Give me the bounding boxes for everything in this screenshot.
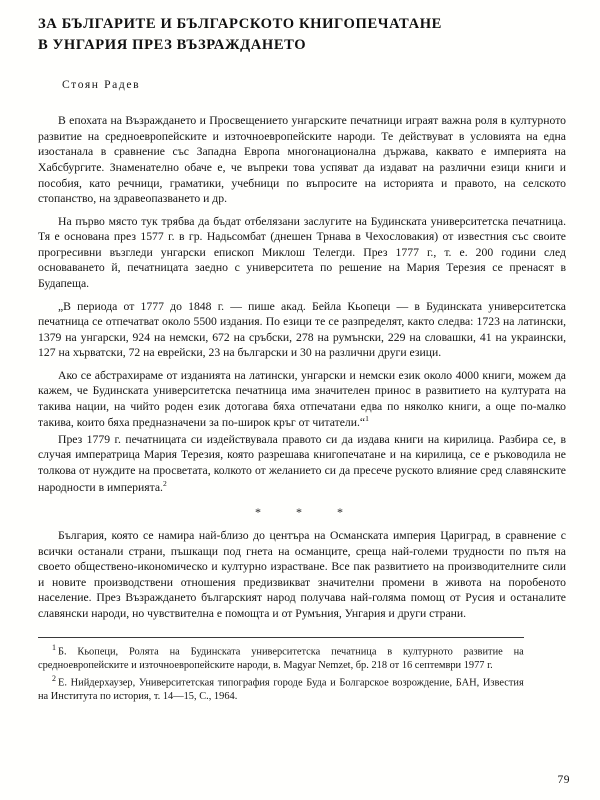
paragraph-5 (38, 432, 566, 495)
paragraph-2: На първо място тук трябва да бъдат отбелязани заслугите на Будинската университетска печатница. Тя е основана през 1577 г. в гр. Надьсомбат (днешен Трнава в Чехословакия) от известния със своите прогресивни възгледи унгарски епископ Миклош Телегди. През 1777 г., т. е. 200 години след основаването й, печатницата заедно с университета по решение на Мария Терезия се пренасят в Будапеща. (38, 214, 566, 290)
footnotes-section (38, 637, 524, 703)
paragraph-3: „В периода от 1777 до 1848 г. — пише акад. Бейла Кьопеци — в Будинската университетска печатница се отпечатват около 5500 издания. По езици те се разпределят, както следва: 1723 на латински, 1379 на унгарски, 924 на немски, 672 на сръбски, 278 на румънски, 229 на словашки, 41 на украински, 127 на хърватски, 72 на еврейски, 23 на български и 30 на различни други езици. (38, 299, 566, 360)
footnote-item (38, 643, 524, 673)
paragraph-spacer (38, 292, 566, 299)
footnote-ref-1: 1 (365, 414, 369, 424)
paragraph-1: В епохата на Възраждането и Просвещението унгарските печатници играят важна роля в културното развитие на средноевропейските и източноевропейските народи. Те действуват в условията на една изостанала в сравнение със Западна Европа многонационална държава, каквато е империята на Хабсбургите. Знаменателно обаче е, че въпреки това успяват да издават на различни езици книги и пособия, като речници, граматики, учебници по въпросите на историята и правото, на селското стопанство, на здравеопазването и др. (38, 114, 566, 206)
footnote-marker: 2 (52, 673, 56, 683)
footnote-marker: 1 (52, 643, 56, 653)
footnote-text: Б. Кьопеци, Ролята на Будинската университетска печатница в културното развитие на средноевропейските и източноевропейските народи, в. Magyar Nemzet, бр. 218 от 16 септември 1977 г. (38, 646, 524, 672)
paragraph-5-text: През 1779 г. печатницата си издействувала правото си да издава книги на кирилица. Разбира се, в случая императрица Мария Терезия, която разрешава книгопечатане и на кирилица, се е ръководила не толкова от нуждите на просветата, колкото от желанието си да пресече руското влияние сред славянските народности в империята. (38, 432, 566, 494)
title-line-1: ЗА БЪЛГАРИТЕ И БЪЛГАРСКОТО КНИГОПЕЧАТАНЕ (38, 16, 442, 32)
paragraph-6: България, която се намира най-близо до центъра на Османската империя Цариград, в сравнение с всички останали страни, пъшкащи под гнета на османците, среща най-големи трудности по пътя на своето обществено-икономическо и културно израстване. Все пак развитието на производителните сили и новите производствени отношения предизвикват значителни промени в живота на поробеното население. През Възраждането българският народ получава най-голяма помощ от Русия и останалите славянски народи, но чувствителна е помощта и от Румъния, Унгария и други страни. (38, 529, 566, 620)
paragraph-spacer (38, 361, 566, 368)
paragraph-4 (38, 368, 566, 431)
footnote-text: Е. Нийдерхаузер, Университетская типография городе Буда и Болгарское возрождение, БАН, Известия на Института по история, т. 14—15, С., 1964. (38, 677, 524, 702)
page-number: 79 (557, 774, 570, 786)
article-body (38, 113, 566, 621)
author-name: Стоян Радев (62, 78, 141, 92)
footnote-ref-2: 2 (162, 478, 167, 488)
section-separator: * * * (255, 505, 359, 520)
paragraph-spacer (38, 207, 566, 214)
paragraph-4-text: Ако се абстрахираме от изданията на латински, унгарски и немски език около 4000 книги, можем да кажем, че Будинската университетска печатница има значителен принос в развитието на културата на такива нации, на чийто роден език дотогава бяха отпечатани едва по няколко книги, а още по-малко такива, които бяха предназначени за по-широк кръг от читатели.“ (38, 368, 566, 430)
title-line-2: В УНГАРИЯ ПРЕЗ ВЪЗРАЖДАНЕТО (38, 37, 307, 54)
footnote-item (38, 674, 524, 704)
page-title (38, 14, 566, 56)
